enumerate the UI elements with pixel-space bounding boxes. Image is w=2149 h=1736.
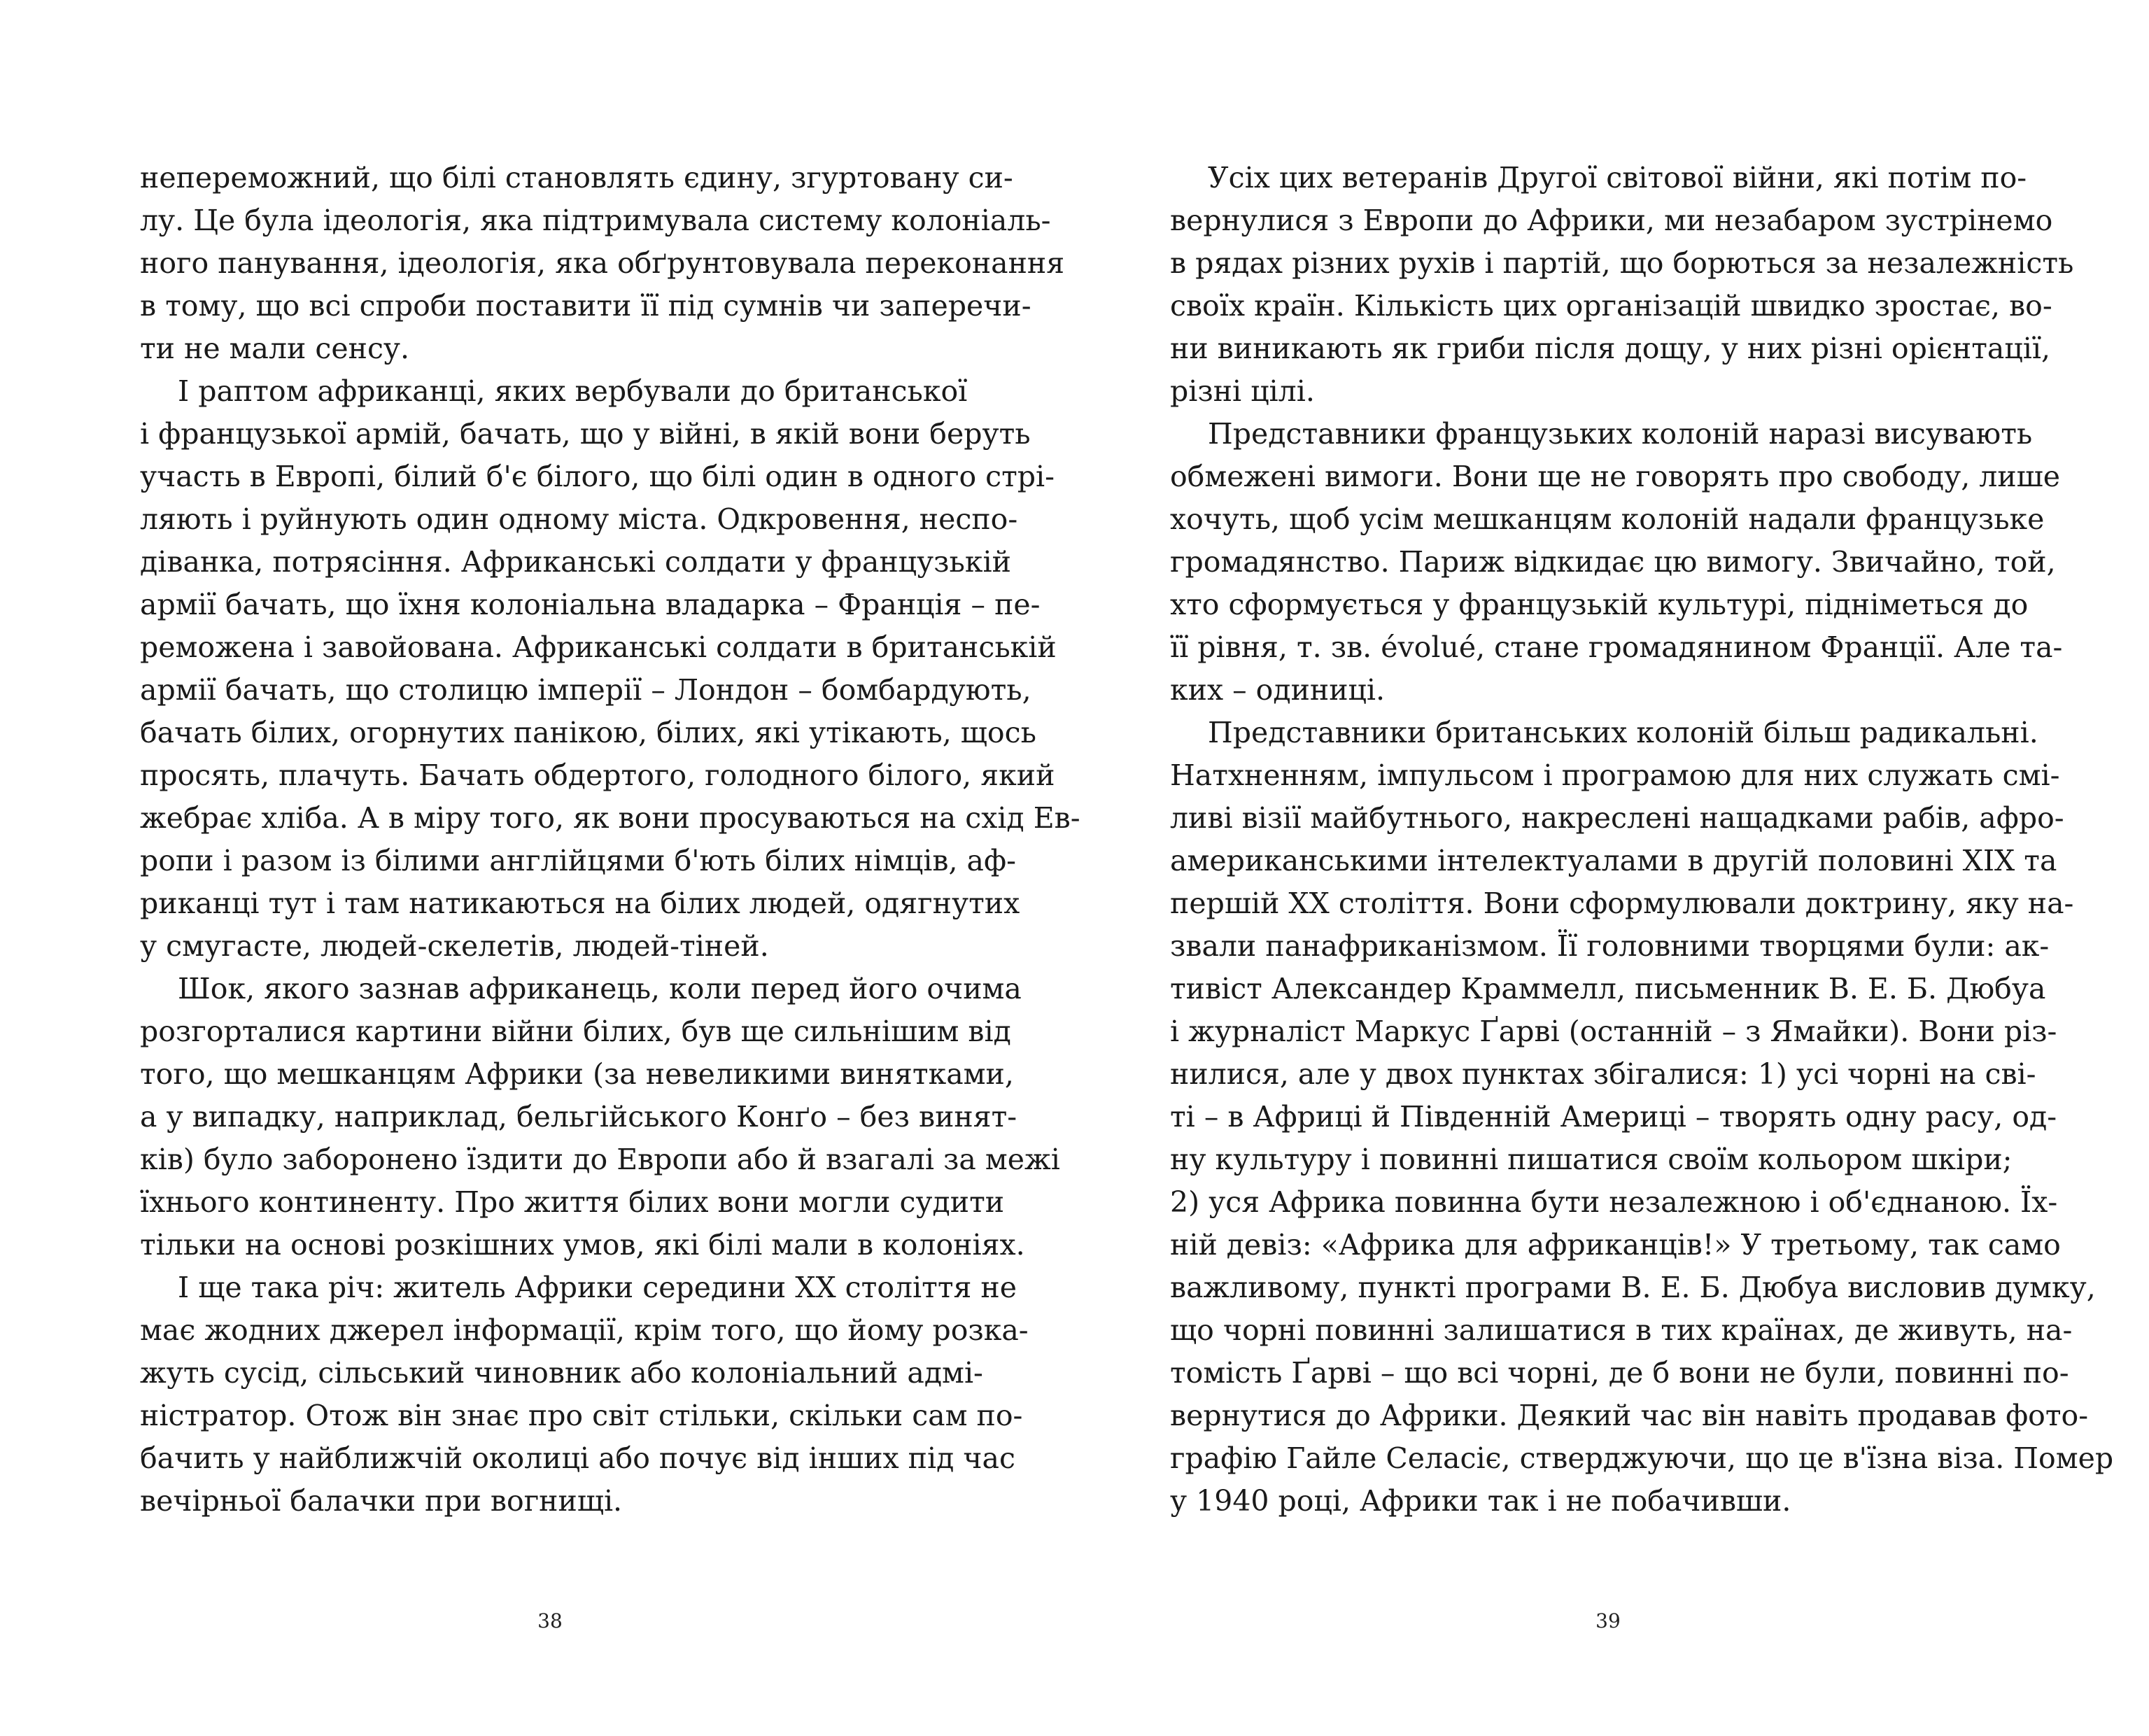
text-line: вернутися до Африки. Деякий час він навіть продавав фото- bbox=[1170, 1399, 2089, 1432]
text-line: і французької армій, бачать, що у війні, в якій вони беруть bbox=[140, 417, 1031, 451]
text-line: риканці тут і там натикаються на білих людей, одягнутих bbox=[140, 887, 1020, 920]
text-line: важливому, пункті програми В. Е. Б. Дюбуа висловив думку, bbox=[1170, 1271, 2096, 1304]
text-line: в рядах різних рухів і партій, що борються за незалежність bbox=[1170, 246, 2074, 280]
text-line: ністратор. Отож він знає про світ стільки, скільки сам по- bbox=[140, 1399, 1023, 1432]
text-line: ких – одиниці. bbox=[1170, 673, 1386, 707]
text-line: ній девіз: «Африка для африканців!» У третьому, так само bbox=[1170, 1228, 2061, 1262]
text-line: лу. Це була ідеологія, яка підтримувала систему колоніаль- bbox=[140, 204, 1051, 237]
text-line: хто сформується у французькій культурі, підніметься до bbox=[1170, 588, 2029, 621]
text-line: у 1940 році, Африки так і не побачивши. bbox=[1170, 1484, 1791, 1518]
text-line: жуть сусід, сільський чиновник або колоніальний адмі- bbox=[140, 1356, 983, 1390]
text-line: діванка, потрясіння. Африканські солдати у французькій bbox=[140, 545, 1011, 579]
text-line: жебрає хліба. А в міру того, як вони просуваються на схід Ев- bbox=[140, 801, 1080, 835]
text-line: графію Гайле Селасіє, стверджуючи, що це в'їзна віза. Помер bbox=[1170, 1441, 2114, 1475]
text-line: ті – в Африці й Південній Америці – творять одну расу, од- bbox=[1170, 1100, 2057, 1134]
text-line: американськими інтелектуалами в другій половині XIX та bbox=[1170, 844, 2057, 877]
text-line: бачить у найближчій околиці або почує від інших під час bbox=[140, 1441, 1015, 1475]
text-line: вернулися з Европи до Африки, ми незабаром зустрінемо bbox=[1170, 204, 2053, 237]
text-line: Представники британських колоній більш радикальні. bbox=[1208, 716, 2038, 749]
text-line: непереможний, що білі становлять єдину, згуртовану си- bbox=[140, 161, 1013, 195]
text-line: розгорталися картини війни білих, був ще сильнішим від bbox=[140, 1015, 1011, 1048]
text-line: ного панування, ідеологія, яка обґрунтовувала переконання bbox=[140, 246, 1065, 280]
text-line: Натхненням, імпульсом і програмою для них служать смі- bbox=[1170, 758, 2060, 792]
text-line: ти не мали сенсу. bbox=[140, 332, 410, 365]
paragraph bbox=[140, 968, 1060, 1266]
text-line: в тому, що всі спроби поставити її під сумнів чи заперечи- bbox=[140, 289, 1031, 323]
text-line: і журналіст Маркус Ґарві (останній – з Ямайки). Вони різ- bbox=[1170, 1015, 2057, 1048]
text-line: має жодних джерел інформації, крім того, що йому розка- bbox=[140, 1313, 1029, 1347]
left-page-body bbox=[140, 157, 1080, 1523]
text-line: що чорні повинні залишатися в тих країнах, де живуть, на- bbox=[1170, 1313, 2073, 1347]
text-line: томість Ґарві – що всі чорні, де б вони не були, повинні по- bbox=[1170, 1356, 2069, 1390]
text-line: І ще така річ: житель Африки середини XX століття не bbox=[178, 1271, 1017, 1304]
paragraph bbox=[140, 1266, 1029, 1523]
text-line: першій XX століття. Вони сформулювали доктрину, яку на- bbox=[1170, 887, 2074, 920]
text-line: тільки на основі розкішних умов, які білі мали в колоніях. bbox=[140, 1228, 1025, 1262]
left-page bbox=[140, 157, 1080, 1523]
text-line: армії бачать, що столицю імперії – Лондон – бомбардують, bbox=[140, 673, 1031, 707]
paragraph bbox=[1170, 712, 2114, 1523]
text-line: ни виникають як гриби після дощу, у них різні орієнтації, bbox=[1170, 332, 2050, 365]
page-number: 39 bbox=[1595, 1609, 1621, 1632]
text-line: ливі візії майбутнього, накреслені нащадками рабів, афро- bbox=[1170, 801, 2064, 835]
text-line: реможена і завойована. Африканські солдати в британській bbox=[140, 630, 1057, 664]
text-line: того, що мешканцям Африки (за невеликими винятками, bbox=[140, 1057, 1014, 1091]
text-line: ропи і разом із білими англійцями б'ють білих німців, аф- bbox=[140, 844, 1016, 877]
text-line: хочуть, щоб усім мешканцям колоній надали французьке bbox=[1170, 502, 2045, 536]
text-line: 2) уся Африка повинна бути незалежною і об'єднаною. Їх- bbox=[1170, 1185, 2058, 1219]
right-page-body bbox=[1170, 157, 2114, 1523]
text-line: Усіх цих ветеранів Другої світової війни, які потім по- bbox=[1208, 161, 2027, 195]
text-line: ляють і руйнують один одному міста. Одкровення, неспо- bbox=[140, 502, 1018, 536]
text-line: армії бачать, що їхня колоніальна владарка – Франція – пе- bbox=[140, 588, 1041, 621]
text-line: ків) було заборонено їздити до Европи або й взагалі за межі bbox=[140, 1143, 1060, 1176]
text-line: участь в Европі, білий б'є білого, що білі один в одного стрі- bbox=[140, 460, 1055, 493]
text-line: І раптом африканці, яких вербували до британської bbox=[178, 374, 968, 408]
text-line: вечірньої балачки при вогнищі. bbox=[140, 1484, 623, 1518]
text-line: у смугасте, людей-скелетів, людей-тіней. bbox=[140, 929, 769, 963]
text-line: нилися, але у двох пунктах збігалися: 1) усі чорні на сві- bbox=[1170, 1057, 2036, 1091]
page-number: 38 bbox=[537, 1609, 563, 1632]
text-line: громадянство. Париж відкидає цю вимогу. Звичайно, той, bbox=[1170, 545, 2056, 579]
paragraph bbox=[140, 370, 1080, 968]
text-line: обмежені вимоги. Вони ще не говорять про свободу, лише bbox=[1170, 460, 2061, 493]
right-page bbox=[1170, 157, 2114, 1523]
text-line: звали панафриканізмом. Її головними творцями були: ак- bbox=[1170, 929, 2050, 963]
paragraph bbox=[140, 157, 1065, 370]
text-line: своїх країн. Кількість цих організацій швидко зростає, во- bbox=[1170, 289, 2052, 323]
text-line: їхнього континенту. Про життя білих вони могли судити bbox=[140, 1185, 1005, 1219]
text-line: різні цілі. bbox=[1170, 374, 1315, 408]
text-line: Шок, якого зазнав африканець, коли перед його очима bbox=[178, 972, 1022, 1005]
text-line: тивіст Александер Краммелл, письменник В. Е. Б. Дюбуа bbox=[1170, 972, 2046, 1005]
paragraph bbox=[1170, 413, 2063, 712]
text-line: Представники французьких колоній наразі висувають bbox=[1208, 417, 2033, 451]
text-line: її рівня, т. зв. évolué, стане громадянином Франції. Але та- bbox=[1170, 630, 2063, 664]
text-line: бачать білих, огорнутих панікою, білих, які утікають, щось bbox=[140, 716, 1036, 749]
text-line: ну культуру і повинні пишатися своїм кольором шкіри; bbox=[1170, 1143, 2013, 1176]
text-line: а у випадку, наприклад, бельгійського Конґо – без винят- bbox=[140, 1100, 1017, 1134]
text-line: просять, плачуть. Бачать обдертого, голодного білого, який bbox=[140, 758, 1055, 792]
paragraph bbox=[1170, 157, 2074, 413]
